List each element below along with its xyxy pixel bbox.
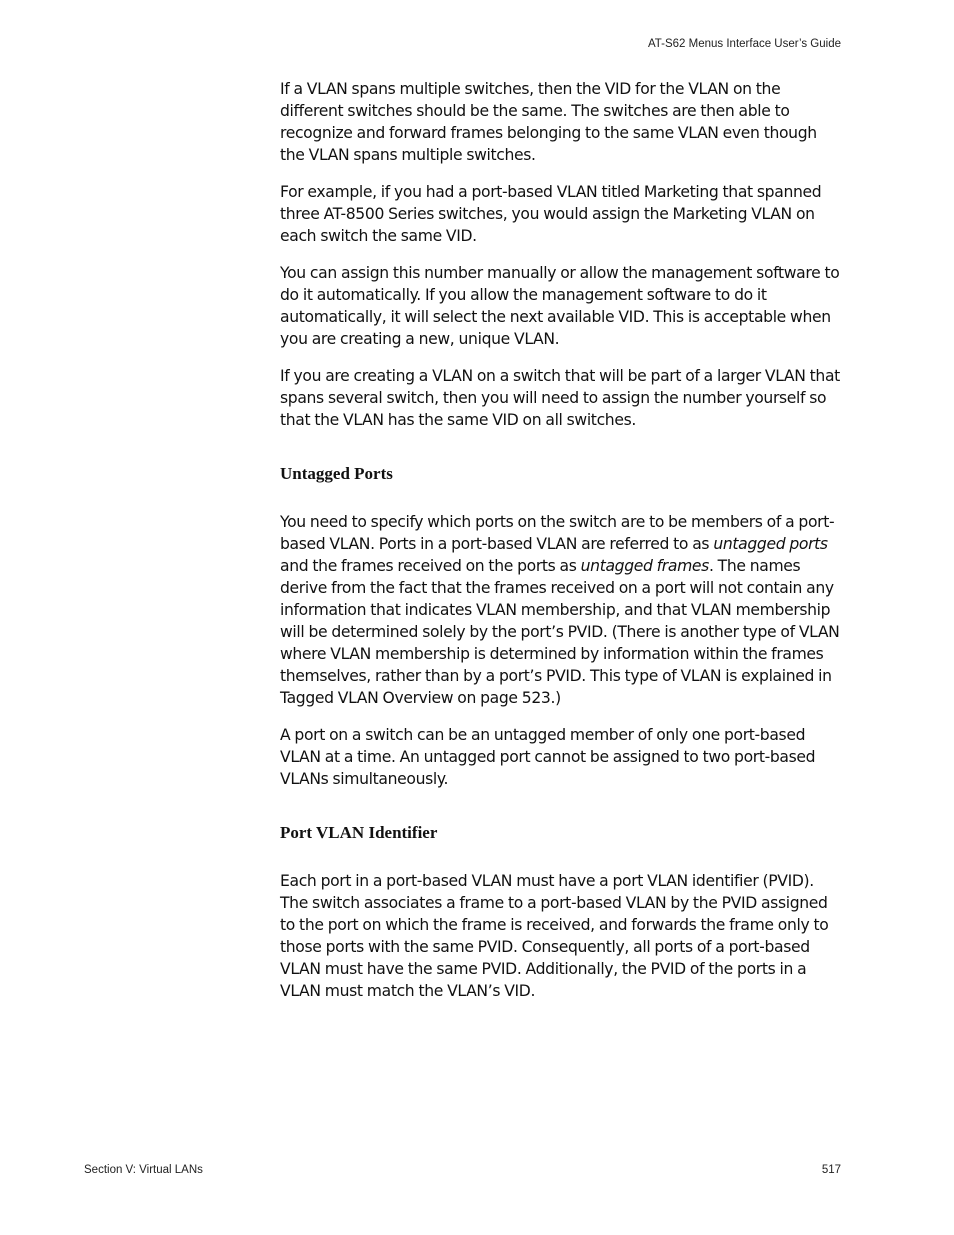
text-run: . The names derive from the fact that the frames received on a port will not contain any information that indicates VLAN membership, and that VLAN membership will be determined solely by the port’s PVID. (There is another type of VLAN where VLAN membership is determined by information within the frames themselves, rather than by a port’s PVID. This type of VLAN is explained in Tagged VLAN Overview on page 523.) xyxy=(280,557,840,707)
paragraph-untagged-ports xyxy=(280,511,842,709)
footer-section-label: Section V: Virtual LANs xyxy=(84,1164,203,1176)
section-heading-untagged-ports: Untagged Ports xyxy=(280,464,393,483)
paragraph-vid-multiple-switches: If a VLAN spans multiple switches, then the VID for the VLAN on the different switches should be the same. The switches are then able to recognize and forward frames belonging to the same VLAN even though the VLAN spans multiple switches. xyxy=(280,80,817,164)
paragraph-larger-vlan: If you are creating a VLAN on a switch that will be part of a larger VLAN that spans several switch, then you will need to assign the number yourself so that the VLAN has the same VID on all switches. xyxy=(280,367,840,429)
paragraph-assign-manually: You can assign this number manually or allow the management software to do it automatically. If you allow the management software to do it automatically, it will select the next available VID. This is acceptable when you are creating a new, unique VLAN. xyxy=(280,264,840,348)
running-header: AT-S62 Menus Interface User’s Guide xyxy=(647,38,841,50)
paragraph-pvid: Each port in a port-based VLAN must have a port VLAN identifier (PVID). The switch associates a frame to a port-based VLAN by the PVID assigned to the port on which the frame is received, and forwards the frame only to those ports with the same PVID. Consequently, all ports of a port-based VLAN must have the same PVID. Additionally, the PVID of the ports in a VLAN must match the VLAN’s VID. xyxy=(280,872,829,1000)
emphasis-untagged-frames: untagged frames xyxy=(580,557,709,575)
section-heading-port-vlan-identifier: Port VLAN Identifier xyxy=(280,823,438,842)
emphasis-untagged-ports: untagged ports xyxy=(713,535,828,553)
text-run: You need to specify which ports on the switch are to be members of a port-based VLAN. Ports in a port-based VLAN are referred to as xyxy=(280,513,835,553)
text-run: and the frames received on the ports as xyxy=(280,557,581,575)
paragraph-untagged-member: A port on a switch can be an untagged member of only one port-based VLAN at a time. An untagged port cannot be assigned to two port-based VLANs simultaneously. xyxy=(280,726,816,788)
paragraph-marketing-example: For example, if you had a port-based VLAN titled Marketing that spanned three AT-8500 Series switches, you would assign the Marketing VLAN on each switch the same VID. xyxy=(280,183,822,245)
page-body xyxy=(280,78,842,1017)
page-number: 517 xyxy=(821,1164,841,1176)
